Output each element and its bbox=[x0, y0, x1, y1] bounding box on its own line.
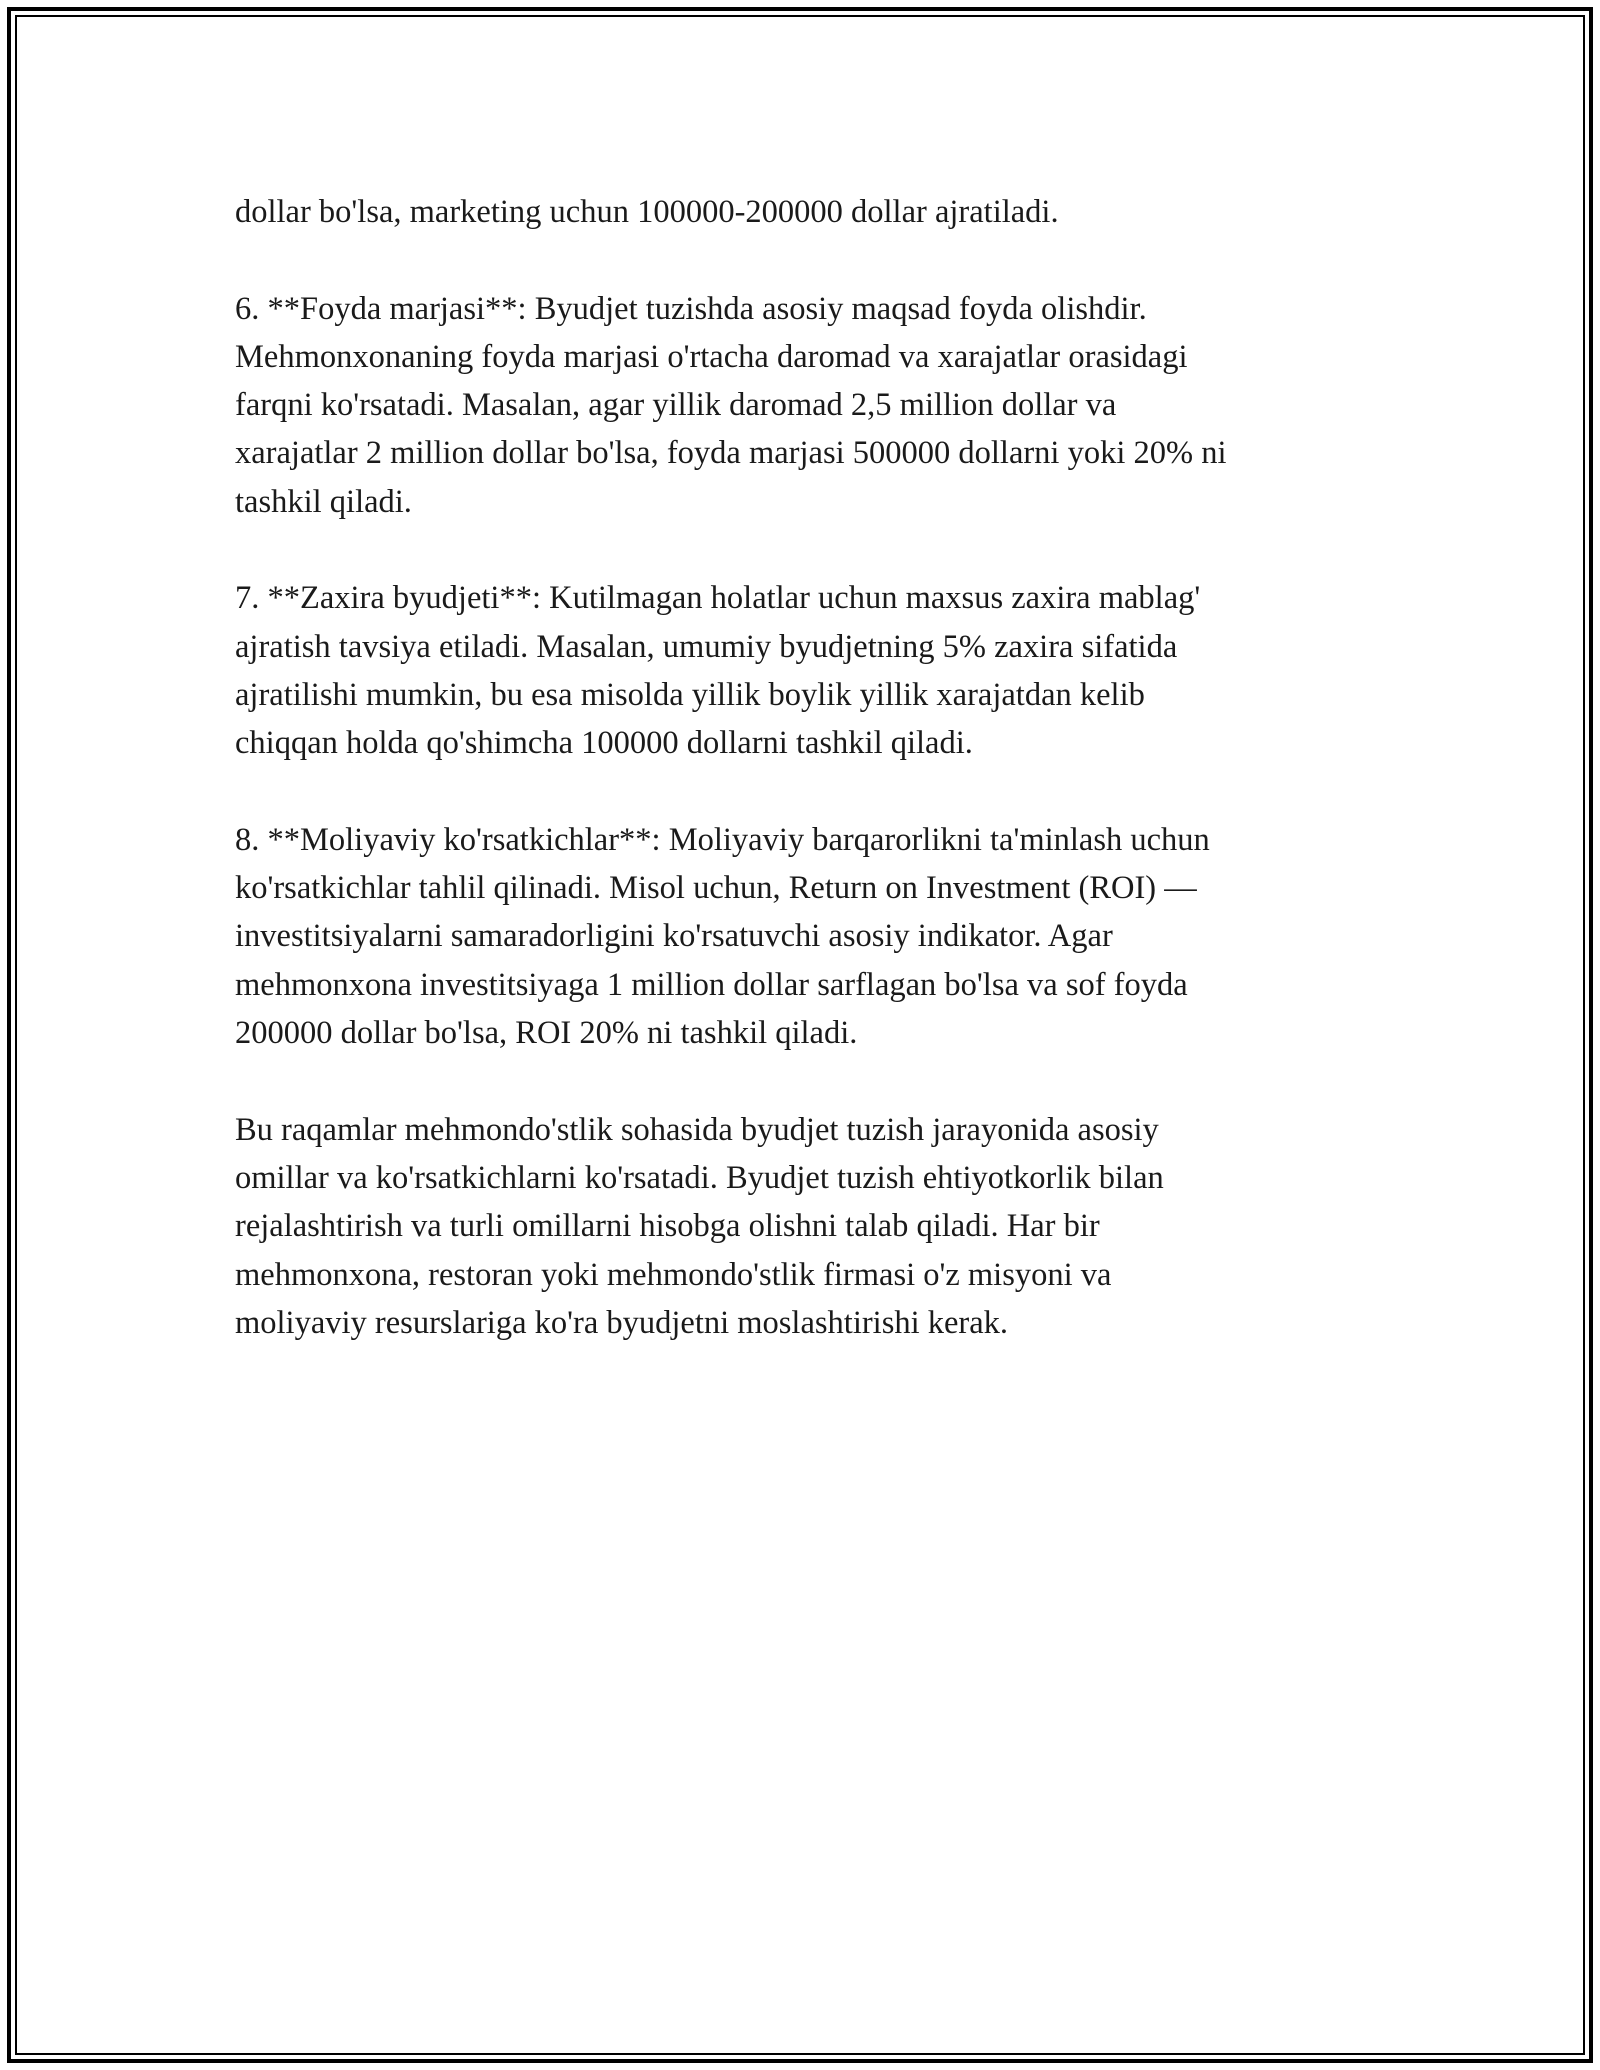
paragraph-moliyaviy-korsatkichlar: 8. **Moliyaviy ko'rsatkichlar**: Moliyaviy barqarorlikni ta'minlash uchun ko'rsatkichlar tahlil qilinadi. Misol uchun, Return on Investment (ROI) — investitsiyalarni samaradorligini ko'rsatuvchi asosiy indikator. Agar mehmonxona investitsiyaga 1 million dollar sarflagan bo'lsa va sof foyda 200000 dollar bo'lsa, ROI 20% ni tashkil qiladi. bbox=[235, 821, 1210, 1052]
paragraph-foyda-marjasi: 6. **Foyda marjasi**: Byudjet tuzishda asosiy maqsad foyda olishdir. Mehmonxonaning foyda marjasi o'rtacha daromad va xarajatlar orasidagi farqni ko'rsatadi. Masalan, agar yillik daromad 2,5 million dollar va xarajatlar 2 million dollar bo'lsa, foyda marjasi 500000 dollarni yoki 20% ni tashkil qiladi. bbox=[235, 290, 1227, 520]
paragraph-continuation: dollar bo'lsa, marketing uchun 100000-200000 dollar ajratiladi. bbox=[235, 194, 1059, 230]
document-body bbox=[235, 188, 1365, 1395]
paragraph-zaxira-byudjeti: 7. **Zaxira byudjeti**: Kutilmagan holatlar uchun maxsus zaxira mablag' ajratish tavsiya etiladi. Masalan, umumiy byudjetning 5% zaxira sifatida ajratilishi mumkin, bu esa misolda yillik boylik yillik xarajatdan kelib chiqqan holda qo'shimcha 100000 dollarni tashkil qiladi. bbox=[235, 580, 1201, 762]
paragraph-conclusion: Bu raqamlar mehmondo'stlik sohasida byudjet tuzish jarayonida asosiy omillar va ko'rsatkichlarni ko'rsatadi. Byudjet tuzish ehtiyotkorlik bilan rejalashtirish va turli omillarni hisobga olishni talab qiladi. Har bir mehmonxona, restoran yoki mehmondo'stlik firmasi o'z misyoni va moliyaviy resurslariga ko'ra byudjetni moslashtirishi kerak. bbox=[235, 1111, 1164, 1341]
